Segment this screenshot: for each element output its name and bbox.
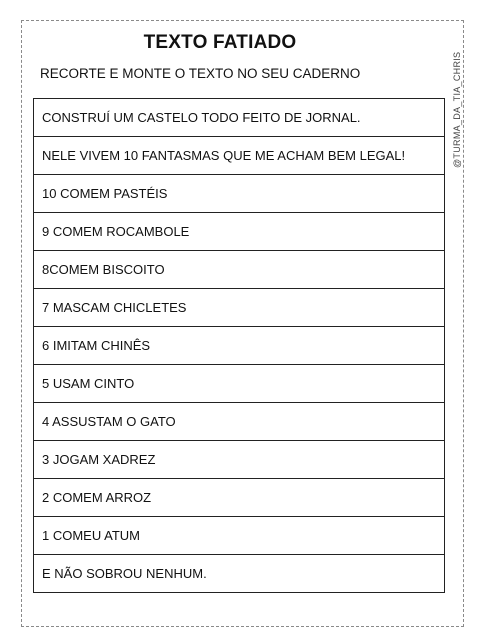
instruction-text: RECORTE E MONTE O TEXTO NO SEU CADERNO (40, 66, 361, 81)
text-strip: 7 MASCAM CHICLETES (34, 289, 444, 327)
text-strip: CONSTRUÍ UM CASTELO TODO FEITO DE JORNAL. (34, 99, 444, 137)
text-strip: 3 JOGAM XADREZ (34, 441, 444, 479)
text-strip: 9 COMEM ROCAMBOLE (34, 213, 444, 251)
text-strips-table (33, 98, 445, 593)
page-title: TEXTO FATIADO (143, 32, 297, 53)
text-strip: 1 COMEU ATUM (34, 517, 444, 555)
watermark-container (452, 51, 466, 168)
text-strip: 8COMEM BISCOITO (34, 251, 444, 289)
text-strip: NELE VIVEM 10 FANTASMAS QUE ME ACHAM BEM LEGAL! (34, 137, 444, 175)
text-strip: 10 COMEM PASTÉIS (34, 175, 444, 213)
text-strip: E NÃO SOBROU NENHUM. (34, 555, 444, 593)
text-strip: 2 COMEM ARROZ (34, 479, 444, 517)
text-strip: 6 IMITAM CHINÊS (34, 327, 444, 365)
text-strip: 4 ASSUSTAM O GATO (34, 403, 444, 441)
watermark-text: @TURMA_DA_TIA_CHRIS (452, 51, 462, 168)
text-strip: 5 USAM CINTO (34, 365, 444, 403)
